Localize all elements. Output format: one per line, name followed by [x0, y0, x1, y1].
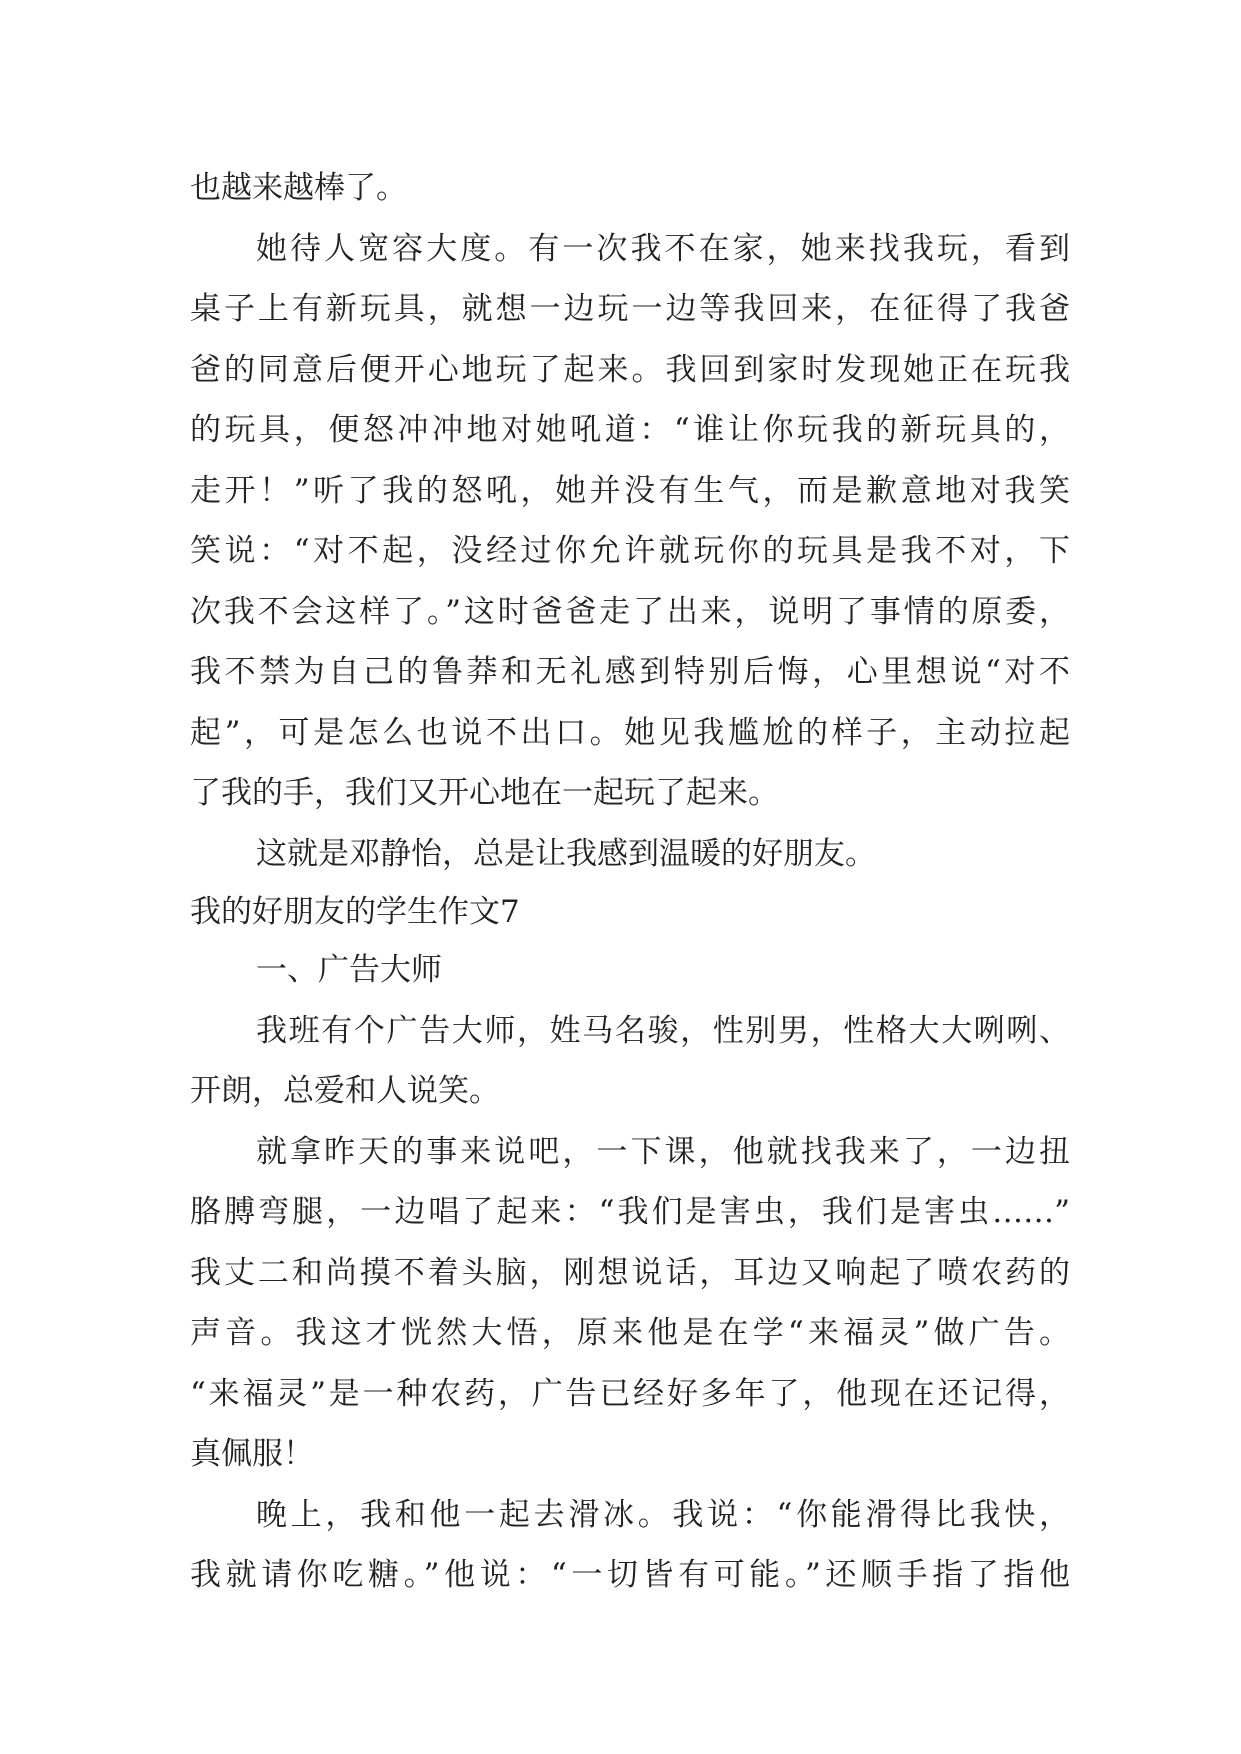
text-line: 这就是邓静怡，总是让我感到温暖的好朋友。	[256, 835, 876, 872]
text-line: 就拿昨天的事来说吧，一下课，他就找我来了，一边扭	[256, 1133, 1070, 1170]
text-line: 我班有个广告大师，姓马名骏，性别男，性格大大咧咧、	[256, 1012, 1070, 1049]
paragraph	[190, 824, 1070, 885]
text-line: 胳膊弯腿，一边唱了起来：“我们是害虫，我们是害虫……”	[190, 1194, 1070, 1230]
text-line: 起”，可是怎么也说不出口。她见我尴尬的样子，主动拉起	[190, 714, 1070, 751]
text-line: 也越来越棒了。	[190, 170, 407, 206]
text-line: 一、广告大师	[256, 952, 442, 988]
text-line: 桌子上有新玩具，就想一边玩一边等我回来，在征得了我爸	[190, 291, 1070, 327]
text-line: 晚上，我和他一起去滑冰。我说：“你能滑得比我快，	[256, 1496, 1070, 1533]
text-line: 的玩具，便怒冲冲地对她吼道：“谁让你玩我的新玩具的，	[190, 412, 1070, 448]
text-line: 她待人宽容大度。有一次我不在家，她来找我玩，看到	[256, 230, 1070, 267]
text-line: 次我不会这样了。”这时爸爸走了出来，说明了事情的原委，	[190, 593, 1070, 630]
text-line: 开朗，总爱和人说笑。	[190, 1073, 500, 1109]
section-heading	[190, 884, 1070, 940]
text-line: 走开！”听了我的怒吼，她并没有生气，而是歉意地对我笑	[190, 472, 1070, 509]
heading-text: 我的好朋友的学生作文7	[190, 894, 520, 930]
paragraph	[190, 1485, 1070, 1606]
paragraph	[190, 158, 1070, 219]
paragraph	[190, 940, 1070, 1001]
text-line: 我不禁为自己的鲁莽和无礼感到特别后悔，心里想说“对不	[190, 654, 1070, 690]
document-body	[190, 158, 1070, 1606]
paragraph	[190, 219, 1070, 824]
text-line: 真佩服！	[190, 1436, 314, 1472]
text-line: 声音。我这才恍然大悟，原来他是在学“来福灵”做广告。	[190, 1315, 1070, 1351]
text-line: “来福灵”是一种农药，广告已经好多年了，他现在还记得，	[190, 1375, 1070, 1412]
text-line: 了我的手，我们又开心地在一起玩了起来。	[190, 775, 779, 811]
text-line: 爸的同意后便开心地玩了起来。我回到家时发现她正在玩我	[190, 351, 1070, 388]
paragraph	[190, 1122, 1070, 1485]
text-line: 我就请你吃糖。”他说：“一切皆有可能。”还顺手指了指他	[190, 1557, 1070, 1593]
text-line: 笑说：“对不起，没经过你允许就玩你的玩具是我不对，下	[190, 533, 1070, 569]
paragraph	[190, 1001, 1070, 1122]
text-line: 我丈二和尚摸不着头脑，刚想说话，耳边又响起了喷农药的	[190, 1254, 1070, 1291]
